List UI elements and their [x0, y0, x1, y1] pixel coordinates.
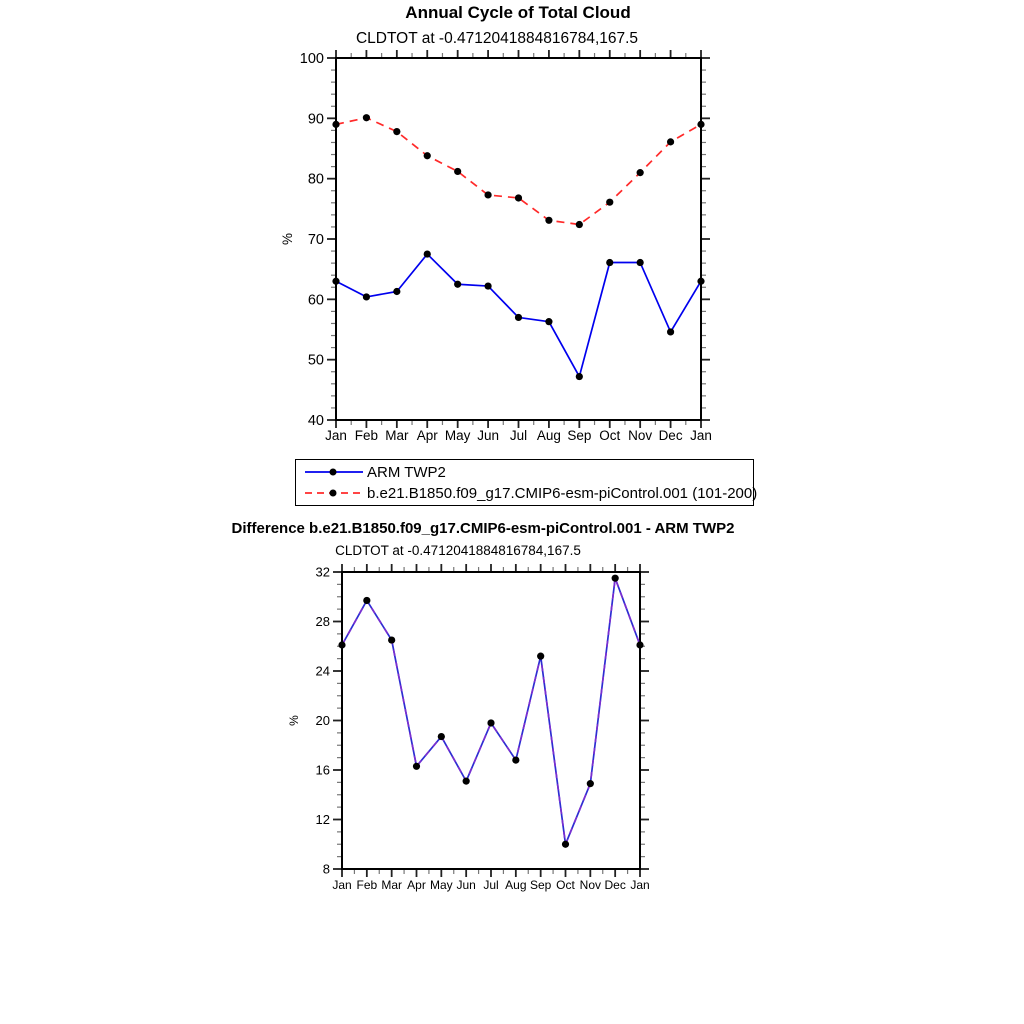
x-axis-tick-label: May	[429, 878, 453, 892]
data-point-marker	[636, 641, 643, 648]
y-axis-tick-label: 80	[307, 171, 324, 188]
data-point-marker	[363, 597, 370, 604]
x-axis-tick-label: Mar	[385, 428, 409, 443]
y-axis-tick-label: 28	[315, 614, 330, 630]
series-line-overlay	[342, 578, 640, 844]
x-axis-tick-label: Sep	[567, 428, 592, 443]
data-point-marker	[388, 636, 395, 643]
data-point-marker	[338, 641, 345, 648]
legend-entry	[303, 483, 758, 504]
x-axis-tick-label: Oct	[556, 878, 575, 892]
series-line	[342, 578, 640, 844]
x-axis-tick-label: Nov	[579, 878, 602, 892]
data-point-marker	[537, 653, 544, 660]
data-point-marker	[332, 121, 339, 128]
x-axis-tick-label: Jul	[509, 428, 528, 443]
annual-cycle-chart-subtitle: CLDTOT at -0.4712041884816784,167.5	[355, 30, 639, 47]
annual-cycle-chart	[250, 40, 770, 470]
annual-cycle-chart-title: Annual Cycle of Total Cloud	[405, 3, 631, 22]
y-axis-tick-label: 90	[307, 111, 324, 128]
data-point-marker	[667, 328, 674, 335]
y-axis-tick-label: 24	[315, 663, 330, 679]
x-axis-tick-label: Dec	[658, 428, 683, 443]
x-axis-tick-label: Apr	[407, 878, 426, 892]
x-axis-tick-label: Apr	[416, 428, 438, 443]
x-axis-tick-label: Jan	[690, 428, 712, 443]
legend-line-sample	[303, 465, 365, 479]
x-axis-tick-label: Nov	[628, 428, 653, 443]
data-point-marker	[697, 278, 704, 285]
legend-entry	[303, 462, 753, 483]
legend-label: b.e21.B1850.f09_g17.CMIP6-esm-piControl.001 (101-200)	[367, 484, 758, 502]
x-axis-tick-label: Aug	[536, 428, 561, 443]
y-axis-tick-label: 20	[315, 713, 330, 729]
data-point-marker	[332, 278, 339, 285]
data-point-marker	[637, 259, 644, 266]
data-point-marker	[515, 194, 522, 201]
y-axis-tick-label: 16	[315, 762, 330, 778]
difference-chart-subtitle: CLDTOT at -0.4712041884816784,167.5	[335, 543, 581, 558]
x-axis-tick-label: Jan	[332, 878, 352, 892]
legend-marker-icon	[330, 469, 337, 476]
y-axis-tick-label: 60	[307, 292, 324, 309]
legend-line-sample	[303, 486, 365, 500]
data-point-marker	[413, 763, 420, 770]
data-point-marker	[562, 841, 569, 848]
x-axis-tick-label: Jun	[456, 878, 476, 892]
chart-legend	[295, 459, 758, 506]
data-point-marker	[606, 199, 613, 206]
x-axis-tick-label: Feb	[356, 878, 378, 892]
data-point-marker	[484, 282, 491, 289]
data-point-marker	[487, 719, 494, 726]
plot-frame	[336, 58, 701, 420]
y-axis-tick-label: 100	[299, 51, 324, 68]
data-point-marker	[454, 281, 461, 288]
data-point-marker	[363, 114, 370, 121]
data-point-marker	[545, 217, 552, 224]
y-axis-tick-label: 12	[315, 812, 330, 828]
x-axis-tick-label: Jun	[477, 428, 499, 443]
y-axis-label: %	[287, 715, 301, 726]
data-point-marker	[363, 293, 370, 300]
data-point-marker	[484, 191, 491, 198]
data-point-marker	[606, 259, 613, 266]
x-axis-tick-label: Jan	[630, 878, 650, 892]
y-axis-tick-label: 40	[307, 413, 324, 430]
series-line	[336, 118, 701, 225]
y-axis-tick-label: 32	[315, 564, 330, 580]
y-axis-label: %	[280, 232, 295, 246]
data-point-marker	[512, 757, 519, 764]
x-axis-tick-label: May	[444, 428, 471, 443]
data-point-marker	[576, 221, 583, 228]
data-point-marker	[515, 314, 522, 321]
data-point-marker	[697, 121, 704, 128]
x-axis-tick-label: Sep	[529, 878, 552, 892]
data-point-marker	[667, 138, 674, 145]
data-point-marker	[612, 575, 619, 582]
x-axis-tick-label: Jul	[483, 878, 499, 892]
data-point-marker	[587, 780, 594, 787]
x-axis-tick-label: Jan	[325, 428, 347, 443]
x-axis-tick-label: Mar	[381, 878, 403, 892]
data-point-marker	[393, 288, 400, 295]
data-point-marker	[454, 168, 461, 175]
data-point-marker	[424, 250, 431, 257]
x-axis-tick-label: Oct	[599, 428, 621, 443]
data-point-marker	[545, 318, 552, 325]
difference-chart	[250, 540, 730, 910]
data-point-marker	[424, 152, 431, 159]
y-axis-tick-label: 70	[307, 232, 324, 249]
legend-label: ARM TWP2	[367, 463, 446, 481]
data-point-marker	[393, 128, 400, 135]
x-axis-tick-label: Feb	[354, 428, 379, 443]
y-axis-tick-label: 8	[322, 861, 330, 877]
difference-chart-title: Difference b.e21.B1850.f09_g17.CMIP6-esm-piControl.001 - ARM TWP2	[231, 520, 735, 537]
legend-marker-icon	[330, 490, 337, 497]
x-axis-tick-label: Dec	[604, 878, 626, 892]
data-point-marker	[463, 778, 470, 785]
data-point-marker	[637, 169, 644, 176]
data-point-marker	[576, 373, 583, 380]
y-axis-tick-label: 50	[307, 352, 324, 369]
x-axis-tick-label: Aug	[505, 878, 527, 892]
data-point-marker	[438, 733, 445, 740]
